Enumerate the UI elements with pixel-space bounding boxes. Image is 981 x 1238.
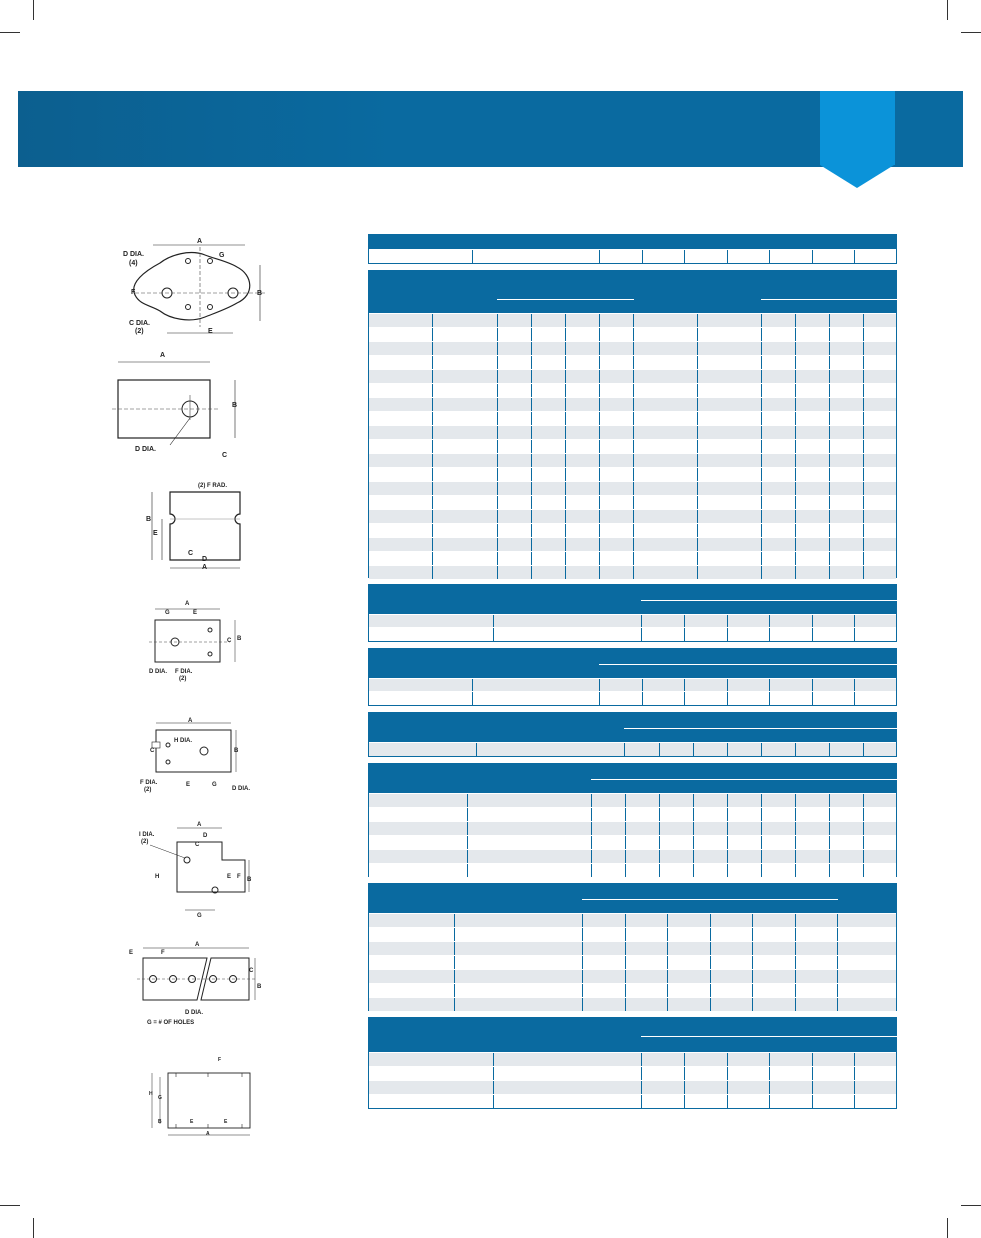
drawing-6-label-g: G xyxy=(197,913,202,919)
table-row xyxy=(369,1066,896,1080)
table-row xyxy=(369,1080,896,1094)
drawing-6-label-f: F xyxy=(237,874,241,880)
drawing-5-label-f-count: (2) xyxy=(144,787,152,793)
drawing-4-label-c: C xyxy=(227,638,232,644)
crop-mark xyxy=(0,1205,20,1206)
drawing-7-label-f: F xyxy=(161,950,165,956)
drawing-1-label-d-count: (4) xyxy=(129,260,138,267)
table-row xyxy=(369,969,896,983)
drawing-4 xyxy=(145,600,250,685)
drawing-4-label-f-dia: F DIA. xyxy=(175,669,193,675)
drawing-1 xyxy=(105,235,275,345)
drawing-1-label-c-count: (2) xyxy=(135,328,144,335)
drawing-3 xyxy=(140,480,250,575)
section-tab-point xyxy=(820,165,894,188)
drawing-4-label-a: A xyxy=(185,601,190,607)
drawing-3-label-e: E xyxy=(153,530,158,537)
table-row xyxy=(369,551,896,565)
table-row xyxy=(369,1094,896,1108)
table-1 xyxy=(368,234,897,264)
drawing-5-label-f-dia: F DIA. xyxy=(140,780,158,786)
drawing-1-label-b: B xyxy=(257,290,263,297)
drawing-4-label-f-count: (2) xyxy=(179,676,187,682)
table-row xyxy=(369,341,896,355)
table-row xyxy=(369,439,896,453)
drawing-8 xyxy=(140,1055,260,1140)
drawing-8-label-f: F xyxy=(218,1057,222,1063)
drawing-2-label-b: B xyxy=(232,402,238,409)
table-row xyxy=(369,453,896,467)
table-row xyxy=(369,807,896,821)
drawing-6-label-e: E xyxy=(227,874,232,880)
section-tab xyxy=(820,91,895,165)
drawing-4-label-d-dia: D DIA. xyxy=(149,669,167,675)
drawing-1-label-a: A xyxy=(197,238,203,245)
table-row xyxy=(369,537,896,551)
table-6 xyxy=(368,763,897,877)
drawing-7 xyxy=(125,940,265,1032)
table-8-header xyxy=(369,1018,896,1052)
drawing-4-label-g: G xyxy=(165,610,170,616)
table-row xyxy=(369,383,896,397)
drawing-2-label-c: C xyxy=(222,452,228,459)
table-row xyxy=(369,249,896,263)
drawing-2-label-a: A xyxy=(160,352,166,359)
table-row xyxy=(369,369,896,383)
table-row xyxy=(369,327,896,341)
table-3-header xyxy=(369,585,896,614)
drawing-5-label-c: C xyxy=(150,748,155,754)
table-row xyxy=(369,742,896,756)
table-4 xyxy=(368,648,897,706)
drawing-8-label-g: G xyxy=(158,1095,162,1101)
drawing-8-label-b: B xyxy=(158,1119,162,1125)
drawing-5 xyxy=(138,718,253,798)
drawing-7-label-holes: G = # OF HOLES xyxy=(147,1020,195,1026)
drawing-8-label-a: A xyxy=(206,1131,210,1137)
crop-mark xyxy=(33,0,34,20)
drawing-7-label-a: A xyxy=(195,942,200,948)
drawing-6-label-d: D xyxy=(203,833,208,839)
table-row xyxy=(369,1052,896,1066)
drawing-1-label-d-dia: D DIA. xyxy=(123,251,144,258)
table-row xyxy=(369,941,896,955)
table-row xyxy=(369,927,896,941)
drawing-2 xyxy=(110,350,250,465)
drawing-1-label-g: G xyxy=(219,252,225,259)
crop-mark xyxy=(947,0,948,20)
table-6-header xyxy=(369,764,896,793)
drawing-7-label-c: C xyxy=(249,968,254,974)
table-row xyxy=(369,997,896,1011)
drawing-6-label-i-count: (2) xyxy=(141,839,149,845)
table-row xyxy=(369,913,896,927)
drawing-6-label-a: A xyxy=(197,822,202,828)
table-2 xyxy=(368,270,897,578)
table-row xyxy=(369,425,896,439)
table-5 xyxy=(368,712,897,757)
crop-mark xyxy=(961,1205,981,1206)
drawing-7-label-b: B xyxy=(257,984,262,990)
table-row xyxy=(369,983,896,997)
drawing-3-label-c: C xyxy=(188,550,194,557)
crop-mark xyxy=(961,32,981,33)
table-row xyxy=(369,495,896,509)
drawing-6-label-c: C xyxy=(195,842,200,848)
drawing-5-label-d-dia: D DIA. xyxy=(232,786,250,792)
table-row xyxy=(369,397,896,411)
table-row xyxy=(369,678,896,691)
crop-mark xyxy=(0,32,20,33)
table-7-header xyxy=(369,884,896,913)
drawing-3-label-b: B xyxy=(146,516,152,523)
table-row xyxy=(369,523,896,537)
drawing-6-label-b: B xyxy=(247,877,252,883)
drawing-8-label-e-right: E xyxy=(224,1119,228,1125)
table-3 xyxy=(368,584,897,642)
crop-mark xyxy=(947,1218,948,1238)
table-row xyxy=(369,509,896,523)
crop-mark xyxy=(33,1218,34,1238)
table-row xyxy=(369,467,896,481)
drawing-8-label-e-left: E xyxy=(190,1119,194,1125)
table-row xyxy=(369,313,896,327)
table-row xyxy=(369,835,896,849)
table-row xyxy=(369,849,896,863)
drawing-1-label-e: E xyxy=(208,328,213,335)
drawing-3-label-a: A xyxy=(202,564,208,571)
table-row xyxy=(369,355,896,369)
table-4-header xyxy=(369,649,896,678)
table-8 xyxy=(368,1017,897,1109)
drawing-6-label-h: H xyxy=(155,874,160,880)
drawing-4-label-b: B xyxy=(237,636,242,642)
table-5-header xyxy=(369,713,896,742)
drawing-7-label-e: E xyxy=(129,950,134,956)
drawing-5-label-g: G xyxy=(212,782,217,788)
drawing-3-label-d: D xyxy=(202,556,208,563)
drawing-7-label-d-dia: D DIA. xyxy=(185,1010,203,1016)
drawing-8-label-h: H xyxy=(149,1091,153,1097)
drawing-1-label-f: F xyxy=(131,289,136,296)
drawing-5-label-b: B xyxy=(234,748,239,754)
table-row xyxy=(369,793,896,807)
table-row xyxy=(369,614,896,627)
drawing-5-label-a: A xyxy=(188,718,193,724)
drawing-6 xyxy=(135,820,260,920)
drawing-5-label-h-dia: H DIA. xyxy=(174,738,192,744)
table-row xyxy=(369,481,896,495)
table-row xyxy=(369,411,896,425)
drawing-4-label-e: E xyxy=(193,610,198,616)
drawing-3-label-f-rad: (2) F RAD. xyxy=(198,483,227,489)
table-row xyxy=(369,821,896,835)
drawing-1-label-c-dia: C DIA. xyxy=(129,320,150,327)
table-7 xyxy=(368,883,897,1011)
table-row xyxy=(369,565,896,579)
table-row xyxy=(369,955,896,969)
drawing-5-label-e: E xyxy=(186,782,191,788)
drawing-6-label-i-dia: I DIA. xyxy=(139,832,155,838)
table-row xyxy=(369,627,896,641)
table-row xyxy=(369,691,896,705)
table-1-header xyxy=(369,235,896,249)
drawing-2-label-d-dia: D DIA. xyxy=(135,446,156,453)
table-2-header xyxy=(369,271,896,313)
table-row xyxy=(369,863,896,877)
